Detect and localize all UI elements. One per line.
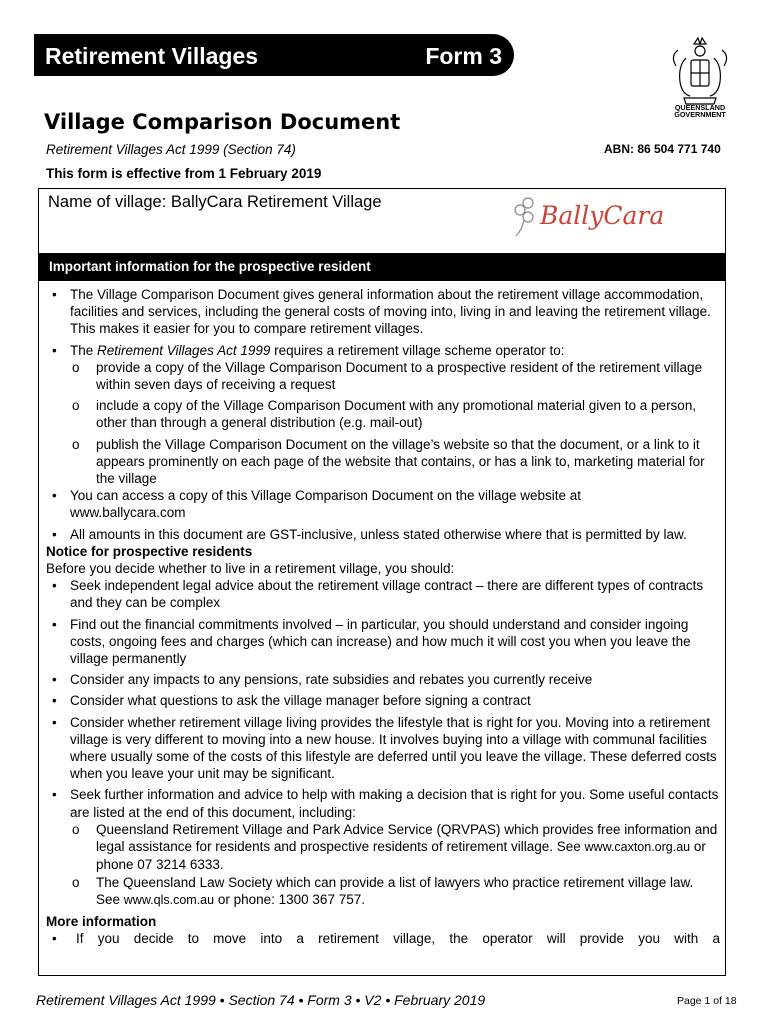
act-name-italic: Retirement Villages Act 1999 [97, 342, 271, 358]
ballycara-logo [510, 192, 665, 242]
act-reference: Retirement Villages Act 1999 (Section 74) [46, 142, 296, 157]
notice-item: • Seek further information and advice to help with making a decision that is right for you. Some useful contacts are listed at the end of this document, including: [46, 786, 720, 820]
form-banner [34, 34, 514, 76]
sub-bullet-item: o provide a copy of the Village Comparison Document to a prospective resident of the retirement village within seven days of receiving a request [46, 359, 720, 393]
logo-text: BallyCara [540, 201, 665, 230]
contact-text: or phone 07 3214 6333. [96, 839, 706, 873]
contact-text: The Queensland Law Society which can provide a list of lawyers who practice retirement village law. See [96, 874, 694, 907]
bullet-text: requires a retirement village scheme operator to: [270, 342, 565, 358]
page-number: Page 1 of 18 [677, 995, 737, 1007]
bullet-item: • The Village Comparison Document gives general information about the retirement village accommodation, facilities and services, including the general costs of moving into, living in and leaving the retirement village. This makes it easier for you to compare retirement villages. [46, 286, 720, 338]
footer-reference: Retirement Villages Act 1999 • Section 74 • Form 3 • V2 • February 2019 [36, 992, 486, 1008]
sub-bullet-item: o include a copy of the Village Comparison Document with any promotional material given to a person, other than through a general distribution (e.g. mail-out) [46, 397, 720, 431]
bullet-item: • All amounts in this document are GST-inclusive, unless stated otherwise where that is permitted by law. [46, 526, 720, 543]
notice-item: • Consider any impacts to any pensions, rate subsidies and rebates you currently receive [46, 671, 720, 688]
notice-item: • Seek independent legal advice about the retirement village contract – there are different types of contracts and they can be complex [46, 577, 720, 611]
abn-number: ABN: 86 504 771 740 [604, 142, 721, 156]
notice-item: • Consider what questions to ask the village manager before signing a contract [46, 692, 720, 709]
banner-form-number: Form 3 [425, 43, 502, 69]
effective-date: This form is effective from 1 February 2019 [46, 166, 322, 181]
village-name: Name of village: BallyCara Retirement Village [48, 193, 382, 211]
document-title: Village Comparison Document [44, 110, 401, 134]
notice-item: • Find out the financial commitments involved – in particular, you should understand and consider ingoing costs, ongoing fees and charges (which can increase) and how much it will cost you when you leave the village permanently [46, 616, 720, 668]
village-website-link[interactable]: www.ballycara.com [70, 505, 186, 521]
queensland-crest-logo [664, 36, 736, 118]
crest-text-queensland: QUEENSLAND [674, 103, 726, 112]
document-body [46, 286, 720, 947]
important-info-heading: Important information for the prospective resident [39, 253, 725, 281]
contact-item [46, 874, 720, 909]
notice-intro: Before you decide whether to live in a retirement village, you should: [46, 561, 455, 577]
more-info-item: • If you decide to move into a retirement village, the operator will provide you with a [46, 930, 720, 947]
more-info-heading: More information [46, 913, 157, 929]
contact-text: Queensland Retirement Village and Park Advice Service (QRVPAS) which provides free information and legal assistance for residents and prospective residents of retirement village. See [96, 821, 718, 855]
sub-bullet-item: o publish the Village Comparison Document on the village’s website so that the document, or a link to it appears prominently on each page of the website that contains, or has a link to, marketing material for the village [46, 436, 720, 488]
bullet-text: You can access a copy of this Village Comparison Document on the village website at [70, 488, 582, 504]
bullet-text: The [70, 342, 98, 358]
notice-item: • Consider whether retirement village living provides the lifestyle that is right for you. Moving into a retirement village is very different to moving into a new house. It involves buying into a village with communal facilities where usually some of the costs of this lifestyle are deferred until you leave the village. These deferred costs when you leave your unit may be significant. [46, 714, 720, 783]
qrvpas-link[interactable]: www.caxton.org.au [584, 840, 691, 855]
bullet-item [46, 342, 720, 359]
qls-link[interactable]: www.qls.com.au [123, 892, 215, 907]
bullet-item [46, 487, 720, 521]
notice-heading: Notice for prospective residents [46, 543, 253, 559]
contact-text: or phone: 1300 367 757. [214, 891, 365, 907]
banner-title: Retirement Villages [45, 43, 259, 69]
crest-text-government: GOVERNMENT [674, 110, 726, 119]
contact-item [46, 821, 720, 874]
